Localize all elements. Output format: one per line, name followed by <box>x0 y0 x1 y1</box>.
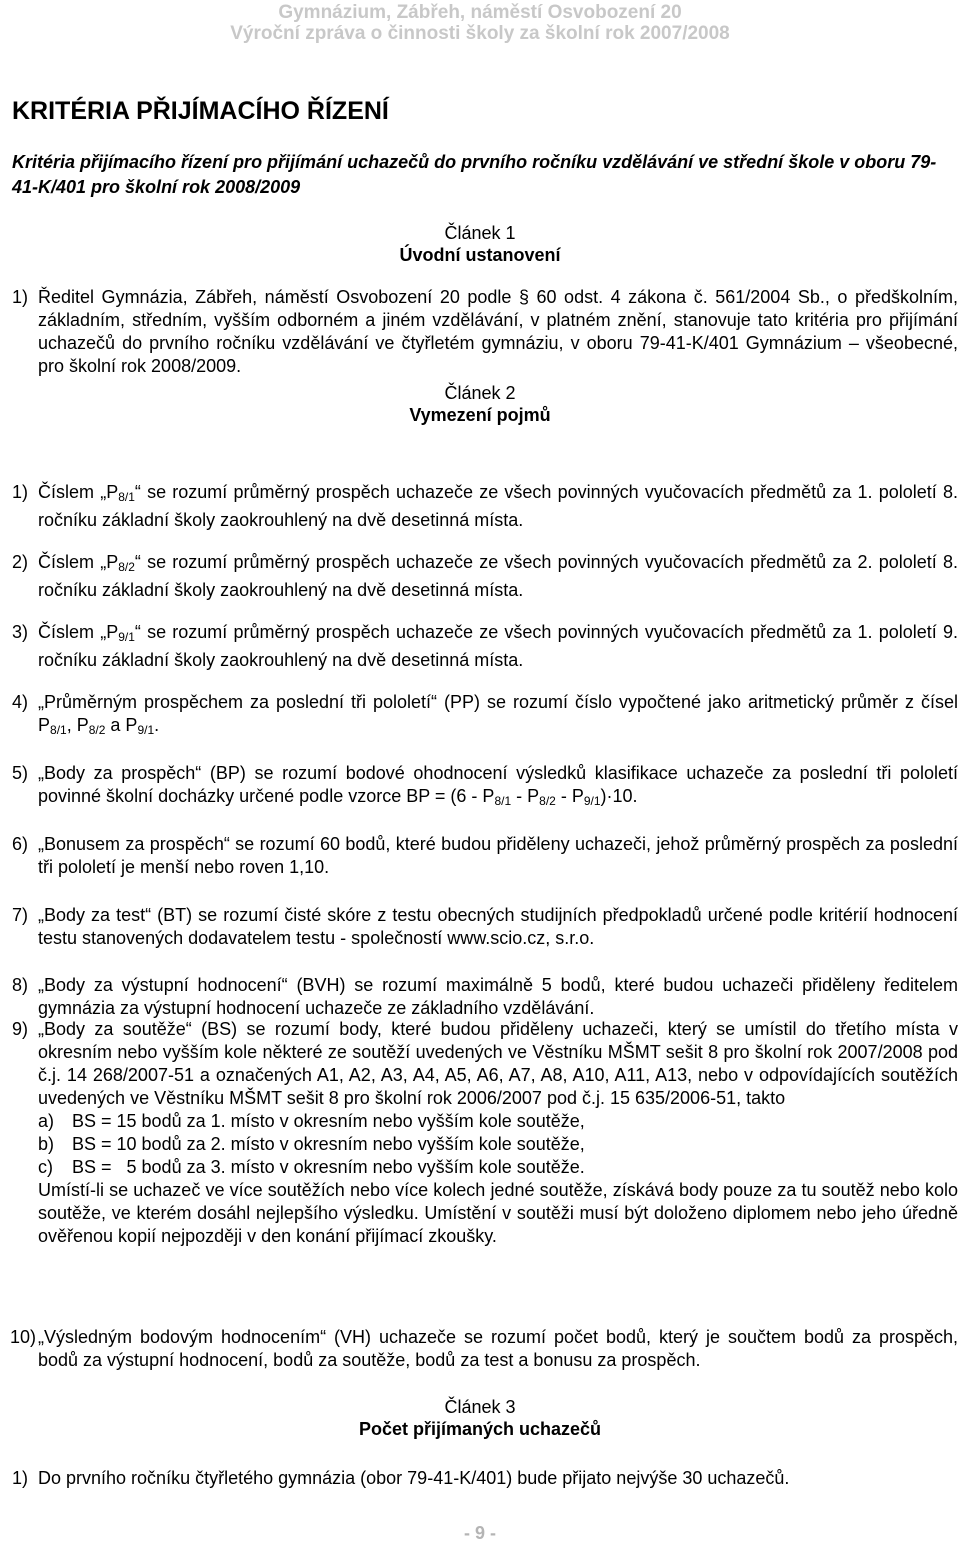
item-number: 1) <box>12 1468 29 1488</box>
item-number: 3) <box>12 622 29 642</box>
definition-5 <box>12 762 958 813</box>
item-number: 1) <box>12 482 29 502</box>
item-text: Číslem „P <box>38 622 119 642</box>
definition-6 <box>12 833 958 879</box>
item-text: )·10. <box>600 786 638 806</box>
item-number: 1) <box>12 287 29 307</box>
page-title: KRITÉRIA PŘIJÍMACÍHO ŘÍZENÍ <box>12 97 389 125</box>
item-number: 8) <box>12 975 29 995</box>
item-text: „Body za soutěže“ (BS) se rozumí body, které budou přiděleny uchazeči, který se umístil do třetího místa v okresním nebo vyšším kole některé ze soutěží uvedených ve Věstníku MŠMT sešit 8 pro školní rok 2007/2008 pod č.j. 14 268/2007-51 a označených A1, A2, A3, A4, A5, A6, A7, A8, A10, A11, A13, nebo v odpovídajících soutěžích uvedených ve Věstníku MŠMT sešit 8 pro školní rok 2006/2007 pod č.j. 15 635/2006-51, takto <box>38 1019 958 1108</box>
item-text: “ se rozumí průměrný prospěch uchazeče ze všech povinných vyučovacích předmětů za 1. pololetí 8. ročníku základní školy zaokrouhlený na dvě desetinná místa. <box>38 482 958 530</box>
item-text: “ se rozumí průměrný prospěch uchazeče ze všech povinných vyučovacích předmětů za 2. pololetí 8. ročníku základní školy zaokrouhlený na dvě desetinná místa. <box>38 552 958 600</box>
item-text: . <box>154 715 160 735</box>
item-text: Do prvního ročníku čtyřletého gymnázia (obor 79-41-K/401) bude přijato nejvýše 30 uchazečů. <box>38 1468 790 1488</box>
article-3-item-1 <box>12 1467 958 1490</box>
item-text: a P <box>105 715 138 735</box>
definition-8 <box>12 974 958 1020</box>
item-text: “ se rozumí průměrný prospěch uchazeče ze všech povinných vyučovacích předmětů za 1. pololetí 9. ročníku základní školy zaokrouhlený na dvě desetinná místa. <box>38 622 958 670</box>
list-item <box>38 1156 958 1179</box>
definition-7 <box>12 904 958 950</box>
subscript: 8/1 <box>494 794 512 808</box>
item-number: 6) <box>12 834 29 854</box>
subscript: 9/1 <box>137 723 155 737</box>
item-number: 10) <box>10 1327 37 1347</box>
list-text: BS = 5 bodů za 3. místo v okresním nebo vyšším kole soutěže. <box>72 1157 585 1177</box>
list-text: BS = 15 bodů za 1. místo v okresním nebo vyšším kole soutěže, <box>72 1111 585 1131</box>
item-number: 5) <box>12 763 29 783</box>
item-text: „Body za prospěch“ (BP) se rozumí bodové ohodnocení výsledků klasifikace uchazeče za poslední tři pololetí povinné školní docházky určené podle vzorce BP = (6 - P <box>38 763 958 806</box>
list-item <box>38 1133 958 1156</box>
article-name: Počet přijímaných uchazečů <box>358 1419 602 1439</box>
article-label: Článek 3 <box>444 1397 516 1417</box>
item-number: 7) <box>12 905 29 925</box>
article-2-heading <box>0 382 960 426</box>
item-number: 2) <box>12 552 29 572</box>
article-label: Článek 1 <box>444 223 516 243</box>
subscript: 9/1 <box>583 794 601 808</box>
definition-2 <box>12 551 958 602</box>
item-text: „Bonusem za prospěch“ se rozumí 60 bodů, které budou přiděleny uchazeči, jehož průměrný prospěch za poslední tři pololetí je menší nebo roven 1,10. <box>38 834 958 877</box>
criteria-subtitle: Kritéria přijímacího řízení pro přijímání uchazečů do prvního ročníku vzdělávání ve střední škole v oboru 79-41-K/401 pro školní rok 2008/2009 <box>12 152 937 197</box>
item-text: „Body za výstupní hodnocení“ (BVH) se rozumí maximálně 5 bodů, které budou uchazeči přiděleny ředitelem gymnázia za výstupní hodnocení uchazeče ze základního vzdělávání. <box>38 975 958 1018</box>
header-school-name: Gymnázium, Zábřeh, náměstí Osvobození 20 <box>278 2 682 23</box>
list-item <box>38 1110 958 1133</box>
subscript: 8/2 <box>118 560 135 574</box>
article-1-heading <box>0 222 960 266</box>
item-text: Číslem „P <box>38 552 119 572</box>
competition-note: Umístí-li se uchazeč ve více soutěžích nebo více kolech jedné soutěže, získává body pouze za tu soutěž nebo kolo soutěže, ve kterém dosáhl nejlepšího výsledku. Umístění v soutěži musí být doloženo diplomem nebo jeho úředně ověřenou kopií nejpozději v den konání přijímací zkoušky. <box>38 1180 958 1246</box>
definition-4 <box>12 691 958 742</box>
item-number: 9) <box>12 1019 29 1039</box>
definition-10 <box>12 1326 958 1372</box>
article-label: Článek 2 <box>444 383 516 403</box>
header-report-title: Výroční zpráva o činnosti školy za školní rok 2007/2008 <box>230 23 730 44</box>
list-letter: b) <box>38 1134 55 1154</box>
list-letter: c) <box>38 1157 53 1177</box>
subscript: 8/1 <box>50 723 67 737</box>
list-text: BS = 10 bodů za 2. místo v okresním nebo vyšším kole soutěže, <box>72 1134 585 1154</box>
item-text: „Body za test“ (BT) se rozumí čisté skóre z testu obecných studijních předpokladů určené podle kritérií hodnocení testu stanovených dodavatelem testu - společností www.scio.cz, s.r.o. <box>38 905 958 948</box>
item-text: Ředitel Gymnázia, Zábřeh, náměstí Osvobození 20 podle § 60 odst. 4 zákona č. 561/2004 Sb., o předškolním, základním, středním, vyšším odborném a jiném vzdělávání, v platném znění, stanovuje tato kritéria pro přijímání uchazečů do prvního ročníku vzdělávání ve čtyřletém gymnáziu, v oboru 79-41-K/401 Gymnázium – všeobecné, pro školní rok 2008/2009. <box>38 287 958 376</box>
definition-1 <box>12 481 958 532</box>
item-text: Číslem „P <box>38 482 119 502</box>
item-number: 4) <box>12 692 29 712</box>
intro-paragraph <box>12 286 958 378</box>
subscript: 8/2 <box>539 794 556 808</box>
definition-3 <box>12 621 958 672</box>
item-text: - P <box>555 786 584 806</box>
subscript: 9/1 <box>118 630 135 644</box>
list-letter: a) <box>38 1111 55 1131</box>
page-number: - 9 - <box>463 1523 496 1543</box>
item-text: „Průměrným prospěchem za poslední tři pololetí“ (PP) se rozumí číslo vypočtené jako aritmetický průměr z čísel P <box>38 692 958 735</box>
item-text: „Výsledným bodovým hodnocením“ (VH) uchazeče se rozumí počet bodů, který je součtem bodů za prospěch, bodů za výstupní hodnocení, bodů za soutěže, bodů za test a bonusu za prospěch. <box>38 1327 958 1370</box>
article-name: Vymezení pojmů <box>409 405 551 425</box>
definition-9 <box>12 1018 958 1248</box>
subscript: 8/1 <box>118 490 135 504</box>
item-text: - P <box>511 786 540 806</box>
item-text: , P <box>66 715 89 735</box>
subscript: 8/2 <box>88 723 106 737</box>
article-3-heading <box>0 1396 960 1440</box>
article-name: Úvodní ustanovení <box>399 245 561 265</box>
